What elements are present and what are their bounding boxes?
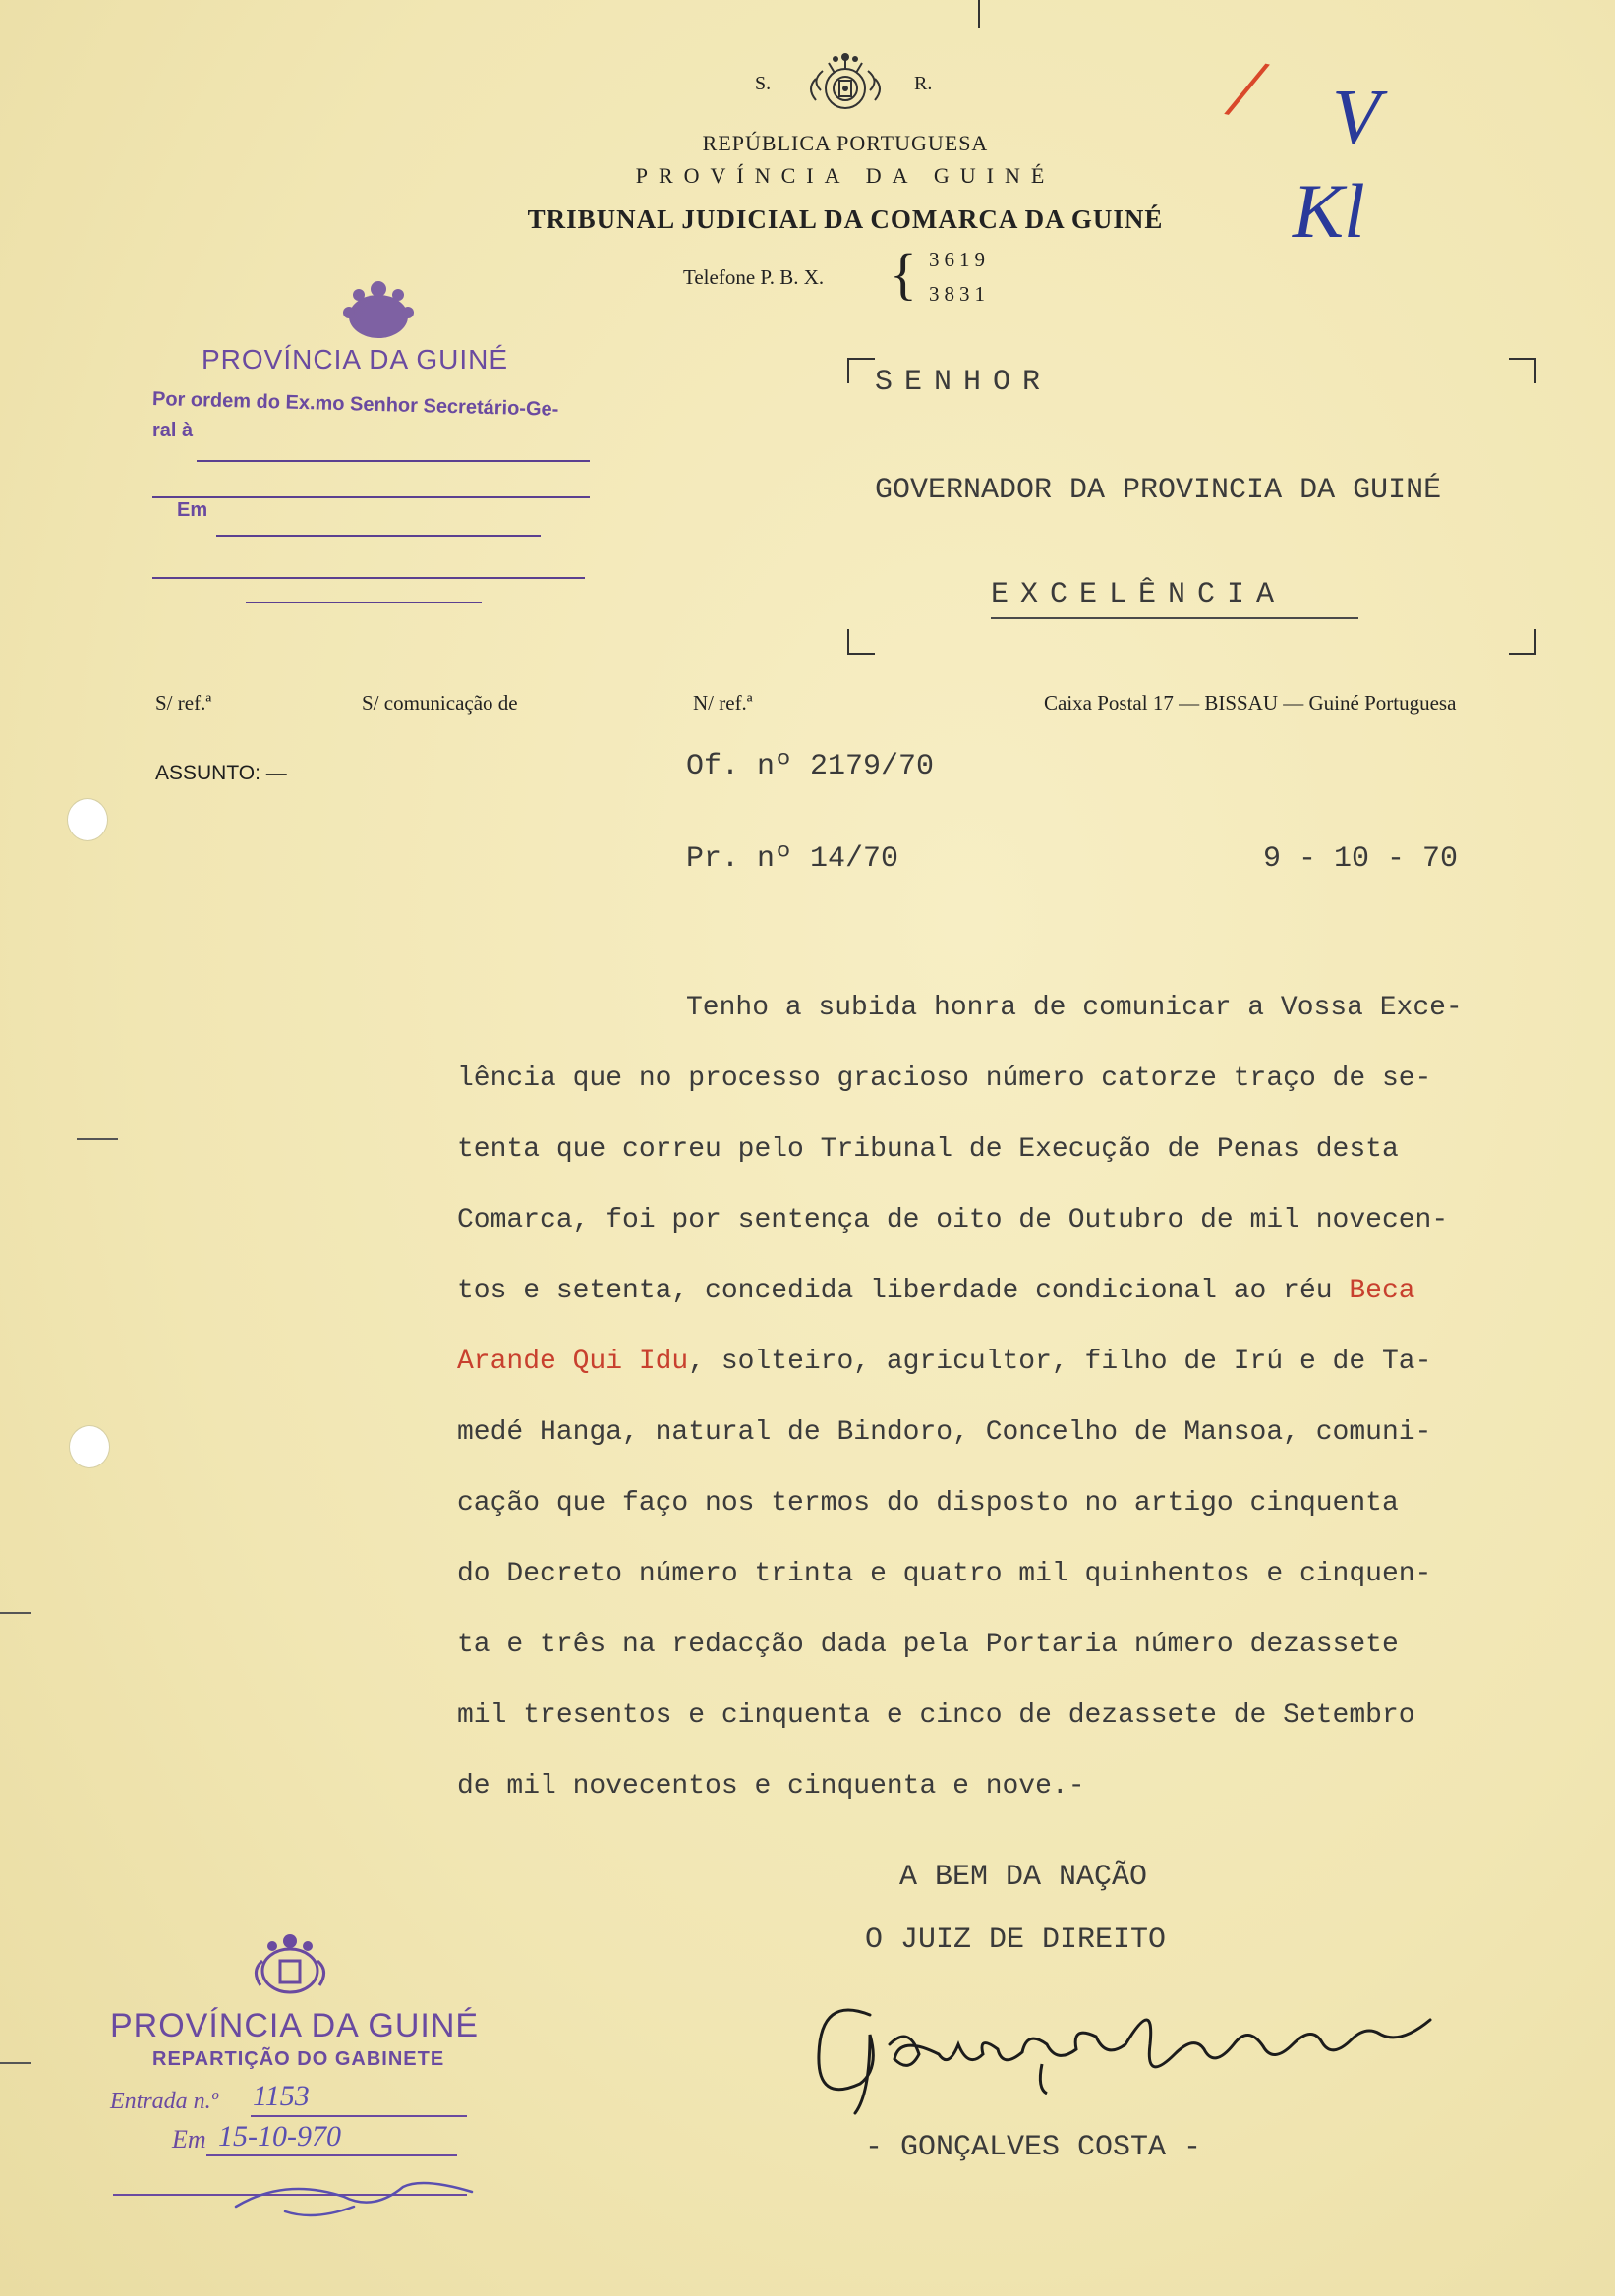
body-line	[457, 1347, 1431, 1377]
defendant-name-part: Beca	[1349, 1276, 1415, 1306]
oficio-number: Of. nº 2179/70	[686, 750, 935, 783]
punch-hole-top	[67, 798, 108, 841]
body-text: , solteiro, agricultor, filho de Irú e de Ta-	[688, 1347, 1432, 1377]
body-line: Tenho a subida honra de comunicar a Vossa Exce-	[686, 993, 1463, 1023]
stamp-bottom-title: PROVÍNCIA DA GUINÉ	[110, 2007, 480, 2044]
addressee-salutation: SENHOR	[875, 366, 1053, 399]
processo-number: Pr. nº 14/70	[686, 842, 899, 876]
body-line: cação que faço nos termos do disposto no artigo cinquenta	[457, 1488, 1399, 1519]
header-republic: REPÚBLICA PORTUGUESA	[702, 131, 989, 155]
phone-label: Telefone P. B. X.	[683, 265, 825, 289]
stamp-rule	[216, 535, 541, 537]
address-bracket-bl	[847, 629, 875, 655]
stamp-top-em-line: Em	[177, 499, 208, 521]
stamp-rule	[246, 602, 482, 603]
sua-ref-label: S/ ref.ª	[155, 691, 212, 715]
stamp-em-date: 15-10-970	[218, 2120, 341, 2152]
addressee-honorific: EXCELÊNCIA	[991, 578, 1287, 611]
body-line: ta e três na redacção dada pela Portaria número dezassete	[457, 1630, 1399, 1660]
stamp-crest-icon	[329, 277, 428, 348]
body-line: mil tresentos e cinquenta e cinco de dezassete de Setembro	[457, 1700, 1415, 1731]
stamp-top-title: PROVÍNCIA DA GUINÉ	[202, 344, 509, 374]
body-line: Comarca, foi por sentença de oito de Outubro de mil novecen-	[457, 1205, 1449, 1235]
closing-motto: A BEM DA NAÇÃO	[899, 1861, 1148, 1894]
stamp-rule	[152, 577, 585, 579]
judge-name: - GONÇALVES COSTA -	[865, 2131, 1202, 2164]
defendant-name-part: Arande Qui Idu	[457, 1347, 689, 1377]
sua-comunicacao-label: S/ comunicação de	[362, 691, 518, 715]
stamp-rule	[206, 2154, 457, 2156]
body-line: tenta que correu pelo Tribunal de Execução de Penas desta	[457, 1134, 1399, 1165]
stamp-top-order-line: Por ordem do Ex.mo Senhor Secretário-Ge-	[151, 388, 559, 421]
margin-dash	[77, 1138, 118, 1140]
stamp-bottom-subtitle: REPARTIÇÃO DO GABINETE	[152, 2048, 445, 2070]
body-line: de mil novecentos e cinquenta e nove.-	[457, 1771, 1085, 1802]
stamp-rule	[152, 496, 590, 498]
assunto-label: ASSUNTO: —	[155, 762, 287, 784]
phone-number-2: 3831	[929, 282, 990, 306]
stamp-rule	[251, 2115, 467, 2117]
address-bracket-br	[1509, 629, 1536, 655]
stamp-entrada-label: Entrada n.º	[110, 2089, 219, 2114]
body-line: lência que no processo gracioso número catorze traço de se-	[457, 1063, 1432, 1094]
address-bracket-tl	[847, 358, 875, 383]
phone-brace: {	[890, 242, 917, 306]
header-s-letter: S.	[755, 73, 772, 94]
phone-number-1: 3619	[929, 248, 990, 271]
postal-address: Caixa Postal 17 — BISSAU — Guiné Portuguesa	[1044, 691, 1457, 715]
header-r-letter: R.	[914, 73, 933, 94]
body-line: medé Hanga, natural de Bindoro, Concelho de Mansoa, comuni-	[457, 1417, 1432, 1448]
addressee-title: GOVERNADOR DA PROVINCIA DA GUINÉ	[875, 474, 1442, 507]
margin-dash	[0, 1612, 31, 1614]
letter-date: 9 - 10 - 70	[1263, 842, 1459, 876]
punch-hole-bottom	[69, 1425, 110, 1468]
fold-mark-top	[978, 0, 980, 28]
stamp-crest-icon	[241, 1931, 339, 2002]
closing-role: O JUIZ DE DIREITO	[865, 1923, 1167, 1957]
header-tribunal: TRIBUNAL JUDICIAL DA COMARCA DA GUINÉ	[527, 204, 1164, 234]
body-line: do Decreto número trinta e quatro mil quinhentos e cinquen-	[457, 1559, 1432, 1589]
address-bracket-tr	[1509, 358, 1536, 383]
blue-initials: Kl	[1293, 168, 1365, 254]
stamp-rule	[197, 460, 590, 462]
body-text: tos e setenta, concedida liberdade condicional ao réu	[457, 1276, 1350, 1306]
judge-signature	[801, 1976, 1470, 2123]
header-province: PROVÍNCIA DA GUINÉ	[635, 163, 1056, 188]
nossa-ref-label: N/ ref.ª	[693, 691, 753, 715]
stamp-entrada-number: 1153	[253, 2080, 310, 2112]
stamp-top-ral-line: ral à	[152, 420, 194, 441]
stamp-em-label: Em	[172, 2125, 206, 2153]
body-line	[457, 1276, 1415, 1306]
coat-of-arms-icon	[801, 51, 890, 126]
blue-initial-v: V	[1332, 75, 1380, 161]
stamp-initials-signature	[226, 2167, 482, 2226]
honorific-underline	[991, 617, 1358, 619]
margin-dash	[0, 2062, 31, 2064]
red-check-mark: /	[1224, 39, 1268, 139]
